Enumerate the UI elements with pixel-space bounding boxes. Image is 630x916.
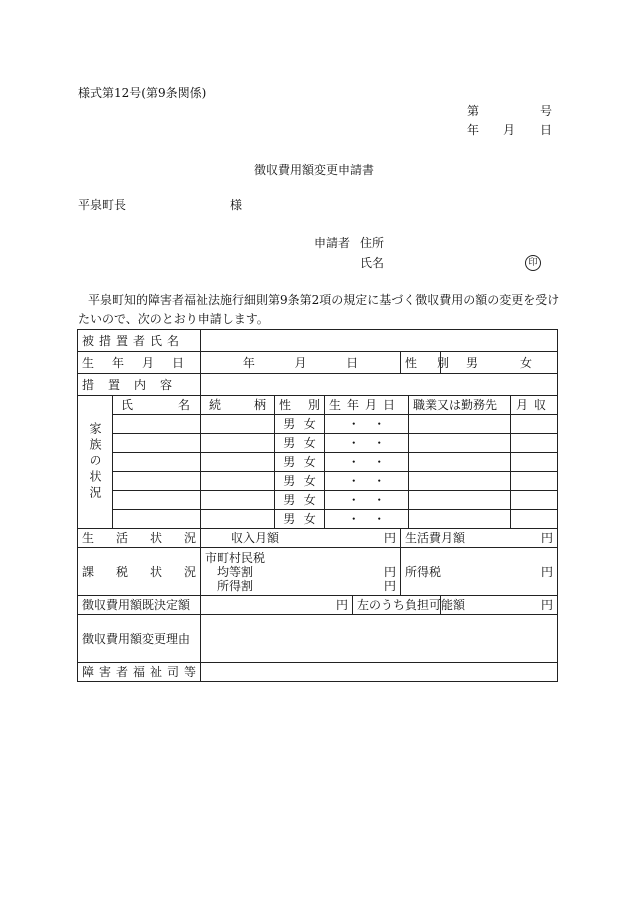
form-number: 様式第12号(第9条関係) bbox=[78, 86, 207, 100]
family-relation-cell[interactable] bbox=[201, 453, 275, 472]
family-birth-cell[interactable]: ・ ・ bbox=[325, 510, 409, 529]
burden-label: 左のうち負担可能額 bbox=[353, 596, 441, 615]
family-row bbox=[78, 472, 558, 491]
family-gender-cell[interactable]: 男 女 bbox=[275, 491, 325, 510]
address-label: 住所 bbox=[360, 236, 385, 250]
family-name-cell[interactable] bbox=[113, 434, 201, 453]
family-name-cell[interactable] bbox=[113, 453, 201, 472]
family-relation-cell[interactable] bbox=[201, 491, 275, 510]
addressee-honorific: 様 bbox=[230, 198, 243, 212]
family-header-gender: 性 別 bbox=[275, 396, 325, 415]
application-form-table bbox=[77, 329, 558, 682]
family-job-cell[interactable] bbox=[409, 491, 511, 510]
family-job-cell[interactable] bbox=[409, 453, 511, 472]
officer-label: 障害者福祉司等 bbox=[78, 663, 201, 682]
tax-status-label: 課税状況 bbox=[78, 548, 201, 596]
family-gender-cell[interactable]: 男 女 bbox=[275, 434, 325, 453]
family-name-cell[interactable] bbox=[113, 472, 201, 491]
family-job-cell[interactable] bbox=[409, 472, 511, 491]
birth-date-field[interactable] bbox=[201, 352, 401, 374]
doc-number-prefix: 第 bbox=[467, 104, 480, 118]
family-birth-cell[interactable]: ・ ・ bbox=[325, 491, 409, 510]
family-name-cell[interactable] bbox=[113, 491, 201, 510]
living-cost-field[interactable]: 生活費月額 円 bbox=[401, 529, 558, 548]
date-day-label: 日 bbox=[540, 123, 553, 137]
family-header-birth: 生年月日 bbox=[325, 396, 409, 415]
birth-year-label: 年 bbox=[242, 355, 255, 370]
family-side-label: 家族の状況 bbox=[78, 396, 113, 529]
family-income-cell[interactable] bbox=[511, 472, 558, 491]
birth-day-label: 日 bbox=[346, 355, 359, 370]
family-income-cell[interactable] bbox=[511, 434, 558, 453]
subject-name-label: 被措置者氏名 bbox=[78, 330, 201, 352]
body-text-line2: たいので、次のとおり申請します。 bbox=[78, 312, 269, 326]
gender-label: 性別 bbox=[401, 352, 441, 374]
family-relation-cell[interactable] bbox=[201, 472, 275, 491]
gender-male[interactable]: 男 bbox=[466, 355, 479, 370]
measure-field[interactable] bbox=[201, 374, 558, 396]
living-status-label: 生活状況 bbox=[78, 529, 201, 548]
family-job-cell[interactable] bbox=[409, 415, 511, 434]
family-header-income: 月収 bbox=[511, 396, 558, 415]
family-income-cell[interactable] bbox=[511, 453, 558, 472]
family-birth-cell[interactable]: ・ ・ bbox=[325, 472, 409, 491]
date-month-label: 月 bbox=[503, 123, 516, 137]
doc-number-suffix: 号 bbox=[540, 104, 553, 118]
burden-field[interactable]: 円 bbox=[441, 596, 558, 615]
date-year-label: 年 bbox=[467, 123, 480, 137]
family-header-name: 氏 名 bbox=[113, 396, 201, 415]
family-gender-cell[interactable]: 男 女 bbox=[275, 453, 325, 472]
reason-field[interactable] bbox=[201, 615, 558, 663]
family-income-cell[interactable] bbox=[511, 415, 558, 434]
name-label: 氏名 bbox=[360, 256, 385, 270]
gender-female[interactable]: 女 bbox=[520, 355, 533, 370]
birth-month-label: 月 bbox=[294, 355, 307, 370]
family-row bbox=[78, 453, 558, 472]
fee-decided-label: 徴収費用額既決定額 bbox=[78, 596, 201, 615]
family-income-cell[interactable] bbox=[511, 510, 558, 529]
family-row bbox=[78, 415, 558, 434]
family-income-cell[interactable] bbox=[511, 491, 558, 510]
family-gender-cell[interactable]: 男 女 bbox=[275, 472, 325, 491]
family-row bbox=[78, 510, 558, 529]
body-text-line1: 平泉町知的障害者福祉法施行細則第9条第2項の規定に基づく徴収費用の額の変更を受け bbox=[88, 293, 560, 307]
family-name-cell[interactable] bbox=[113, 510, 201, 529]
addressee-name: 平泉町長 bbox=[78, 198, 127, 212]
income-monthly-field[interactable]: 収入月額 円 bbox=[201, 529, 401, 548]
seal-mark: 印 bbox=[525, 255, 541, 271]
income-tax-field[interactable]: 所得税 円 bbox=[401, 548, 558, 596]
family-birth-cell[interactable]: ・ ・ bbox=[325, 434, 409, 453]
family-header-relation: 続 柄 bbox=[201, 396, 275, 415]
family-relation-cell[interactable] bbox=[201, 415, 275, 434]
municipal-tax-field[interactable]: 市町村民税 均等割 円 所得割 円 bbox=[201, 548, 401, 596]
family-row bbox=[78, 491, 558, 510]
family-job-cell[interactable] bbox=[409, 510, 511, 529]
family-gender-cell[interactable]: 男 女 bbox=[275, 510, 325, 529]
measure-label: 措置内容 bbox=[78, 374, 201, 396]
municipal-tax-label: 市町村民税 bbox=[205, 550, 266, 565]
fee-decided-field[interactable]: 円 bbox=[201, 596, 353, 615]
family-birth-cell[interactable]: ・ ・ bbox=[325, 453, 409, 472]
birth-date-label: 生年月日 bbox=[78, 352, 201, 374]
family-header-job: 職業又は勤務先 bbox=[409, 396, 511, 415]
applicant-label: 申請者 bbox=[314, 236, 351, 250]
page-title: 徴収費用額変更申請書 bbox=[254, 163, 375, 177]
reason-label: 徴収費用額変更理由 bbox=[78, 615, 201, 663]
officer-field[interactable] bbox=[201, 663, 558, 682]
family-relation-cell[interactable] bbox=[201, 434, 275, 453]
family-gender-cell[interactable]: 男 女 bbox=[275, 415, 325, 434]
family-name-cell[interactable] bbox=[113, 415, 201, 434]
family-birth-cell[interactable]: ・ ・ bbox=[325, 415, 409, 434]
subject-name-field[interactable] bbox=[201, 330, 558, 352]
family-job-cell[interactable] bbox=[409, 434, 511, 453]
family-row bbox=[78, 434, 558, 453]
family-relation-cell[interactable] bbox=[201, 510, 275, 529]
